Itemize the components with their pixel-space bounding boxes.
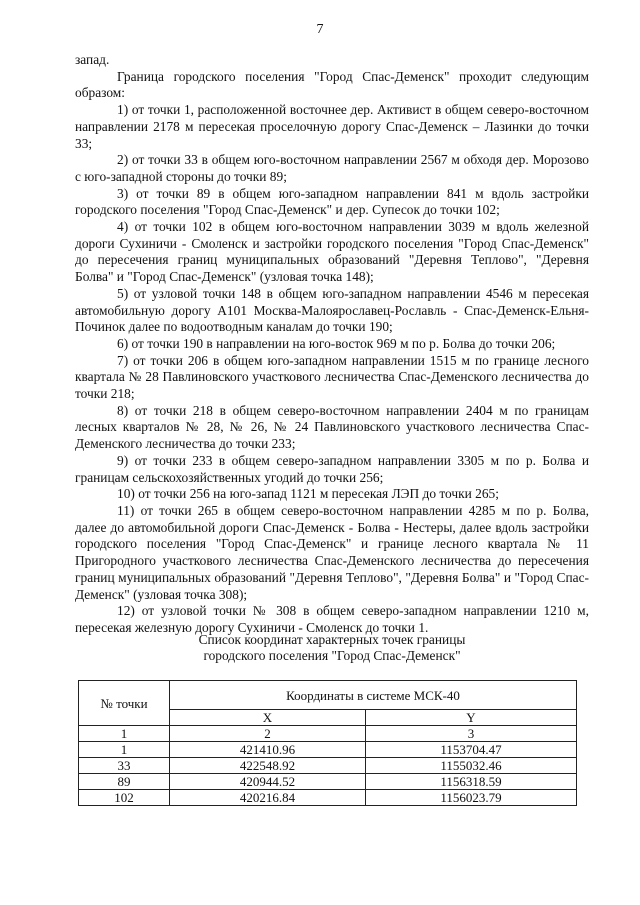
- paragraph: 2) от точки 33 в общем юго-восточном направлении 2567 м обходя дер. Морозово с юго-западной стороны до точки 89;: [75, 152, 589, 184]
- table-cell: 1156023.79: [366, 790, 577, 806]
- table-cell: 3: [366, 726, 577, 742]
- table-index-row: [79, 726, 577, 742]
- paragraph: 12) от узловой точки № 308 в общем северо-западном направлении 1210 м, пересекая железную дорогу Сухиничи - Смоленск до точки 1.: [75, 603, 589, 635]
- paragraph: 6) от точки 190 в направлении на юго-восток 969 м по р. Болва до точки 206;: [117, 335, 556, 351]
- table-cell: 1: [79, 742, 170, 758]
- paragraph: 4) от точки 102 в общем юго-восточном направлении 3039 м вдоль железной дороги Сухиничи - Смоленск и застройки городского поселения "Город Спас-Деменск" до пересечения границ муниципальных образований "Деревня Теплово", "Деревня Болва" и "Город Спас-Деменск" (узловая точка 148);: [75, 219, 589, 285]
- paragraph: 1) от точки 1, расположенной восточнее дер. Активист в общем северо-восточном направлении 2178 м пересекая проселочную дорогу Спас-Деменск – Лазинки до точки 33;: [75, 102, 589, 151]
- paragraph: 9) от точки 233 в общем северо-западном направлении 3305 м по р. Болва и границам сельскохозяйственных угодий до точки 256;: [75, 452, 589, 485]
- table-cell: 1155032.46: [366, 758, 577, 774]
- paragraph: 5) от узловой точки 148 в общем юго-западном направлении 4546 м пересекая автомобильную дорогу А101 Москва-Малоярославец-Рославль - Спас-Деменск-Ельня-Починок далее по водоотводным каналам до точки 190;: [75, 285, 589, 335]
- paragraph: 7) от точки 206 в общем юго-западном направлении 1515 м по границе лесного квартала № 28 Павлиновского участкового лесничества Спас-Деменского лесничества до точки 218;: [75, 352, 589, 402]
- header-x: X: [170, 710, 366, 726]
- table-cell: 422548.92: [170, 758, 366, 774]
- paragraph: 10) от точки 256 на юго-запад 1121 м пересекая ЛЭП до точки 265;: [117, 486, 499, 502]
- header-point-number: № точки: [79, 681, 170, 726]
- table-row: [79, 742, 577, 758]
- table-row: [79, 774, 577, 790]
- table-row: [79, 790, 577, 806]
- table-cell: 33: [79, 758, 170, 774]
- table-cell: 420944.52: [170, 774, 366, 790]
- table-caption: [75, 632, 589, 664]
- page-number: 7: [316, 22, 324, 37]
- document-body: [75, 52, 589, 637]
- paragraph: Граница городского поселения "Город Спас-Деменск" проходит следующим образом:: [75, 68, 589, 101]
- table-cell: 1153704.47: [366, 742, 577, 758]
- caption-line-2: городского поселения "Город Спас-Деменск": [203, 648, 461, 663]
- coordinates-table: [78, 680, 577, 806]
- paragraph: 8) от точки 218 в общем северо-восточном направлении 2404 м по границам лесных кварталов № 28, № 26, № 24 Павлиновского участкового лесничества Спас-Деменского лесничества до точки 233;: [75, 402, 589, 452]
- table-cell: 421410.96: [170, 742, 366, 758]
- header-y: Y: [366, 710, 577, 726]
- table-cell: 420216.84: [170, 790, 366, 806]
- header-coordinate-system: Координаты в системе МСК-40: [170, 681, 577, 710]
- paragraph: 3) от точки 89 в общем юго-западном направлении 841 м вдоль застройки городского поселения "Город Спас-Деменск" и дер. Супесок до точки 102;: [75, 185, 589, 218]
- paragraph: запад.: [75, 52, 110, 67]
- table-cell: 102: [79, 790, 170, 806]
- table-cell: 89: [79, 774, 170, 790]
- table-header-row: [79, 681, 577, 710]
- paragraph: 11) от точки 265 в общем северо-восточном направлении 4285 м по р. Болва, далее до автомобильной дороги Спас-Деменск - Болва - Нестеры, далее вдоль застройки городского поселения "Город Спас-Деменск" и границе лесного квартала № 11 Пригородного участкового лесничества Спас-Деменского лесничества до пересечения границ муниципальных образований "Деревня Теплово", "Деревня Болва" и "Город Спас-Деменск" (узловая точка 308);: [75, 502, 589, 602]
- caption-line-1: Список координат характерных точек границы: [198, 632, 466, 647]
- table-cell: 1156318.59: [366, 774, 577, 790]
- table-row: [79, 758, 577, 774]
- table-cell: 1: [79, 726, 170, 742]
- table-cell: 2: [170, 726, 366, 742]
